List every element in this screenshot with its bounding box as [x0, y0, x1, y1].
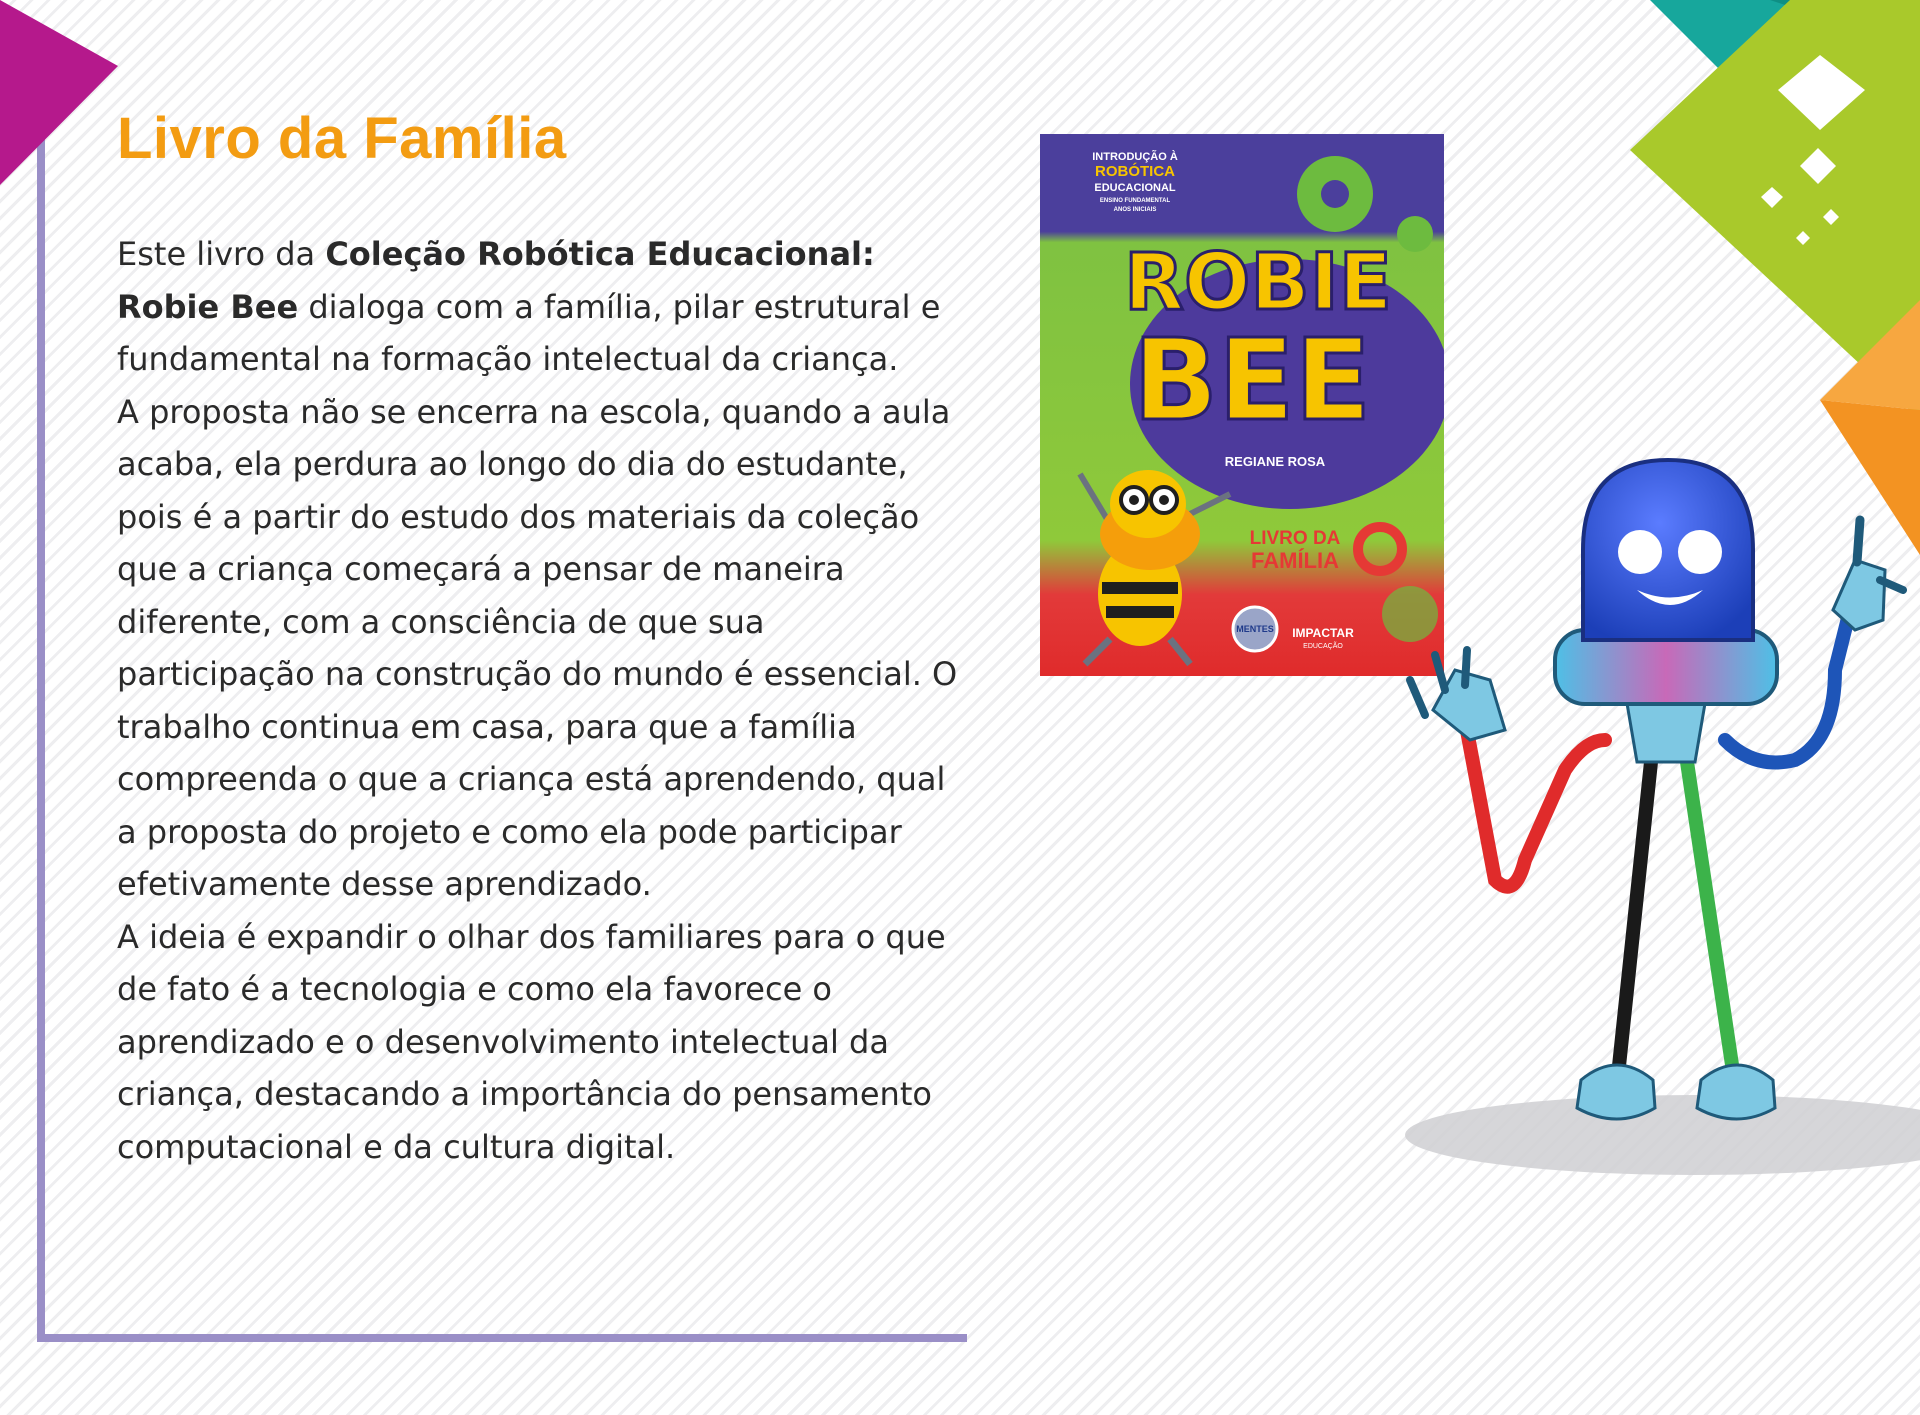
corner-magenta-triangle [0, 0, 118, 185]
cover-publisher-sub: EDUCAÇÃO [1303, 643, 1343, 650]
cover-series-line4: ENSINO FUNDAMENTAL [1099, 198, 1171, 204]
cover-title-robie: ROBIE [1123, 238, 1393, 328]
cover-badge: MENTES [1236, 624, 1274, 634]
frame-bottom-line [37, 1334, 967, 1342]
cover-author: REGIANE ROSA [1224, 454, 1326, 469]
paragraph-intro [117, 228, 967, 386]
body-text [117, 228, 967, 1173]
cover-subtitle-line1: LIVRO DA [1249, 528, 1341, 549]
cover-publisher: IMPACTAR [1292, 626, 1354, 640]
cover-series-line3: EDUCACIONAL [1094, 182, 1176, 194]
cover-series-line5: ANOS INICIAIS [1113, 207, 1157, 213]
collection-name: Coleção Robótica Educacional: Robie Bee [117, 235, 875, 326]
cover-title-bee: BEE [1132, 316, 1372, 446]
cover-series-line2: ROBÓTICA [1095, 163, 1175, 180]
intro-rest: dialoga com a família, pilar estrutural e fundamental na formação intelectual da criança. [117, 287, 941, 378]
cover-series-line1: INTRODUÇÃO À [1092, 151, 1178, 163]
page-title: Livro da Família [117, 106, 567, 171]
paragraph-proposal: A proposta não se encerra na escola, quando a aula acaba, ela perdura ao longo do dia do estudante, pois é a partir do estudo dos materiais da coleção que a criança começará a pensar de maneira diferente, com a consciência de que sua participação na construção do mundo é essencial. O trabalho continua em casa, para que a família compreenda o que a criança está aprendendo, qual a proposta do projeto e como ela pode participar efetivamente desse aprendizado. [117, 392, 958, 903]
cover-subtitle-line2: FAMÍLIA [1251, 548, 1339, 573]
paragraph-idea: A ideia é expandir o olhar dos familiares para o que de fato é a tecnologia e como ela favorece o aprendizado e o desenvolvimento intelectual da criança, destacando a importância do pensamento computacional e da cultura digital. [117, 917, 946, 1166]
robot-character-illustration [1355, 440, 1920, 1180]
intro-lead: Este livro da [117, 235, 326, 273]
frame-left-line [37, 130, 45, 1342]
